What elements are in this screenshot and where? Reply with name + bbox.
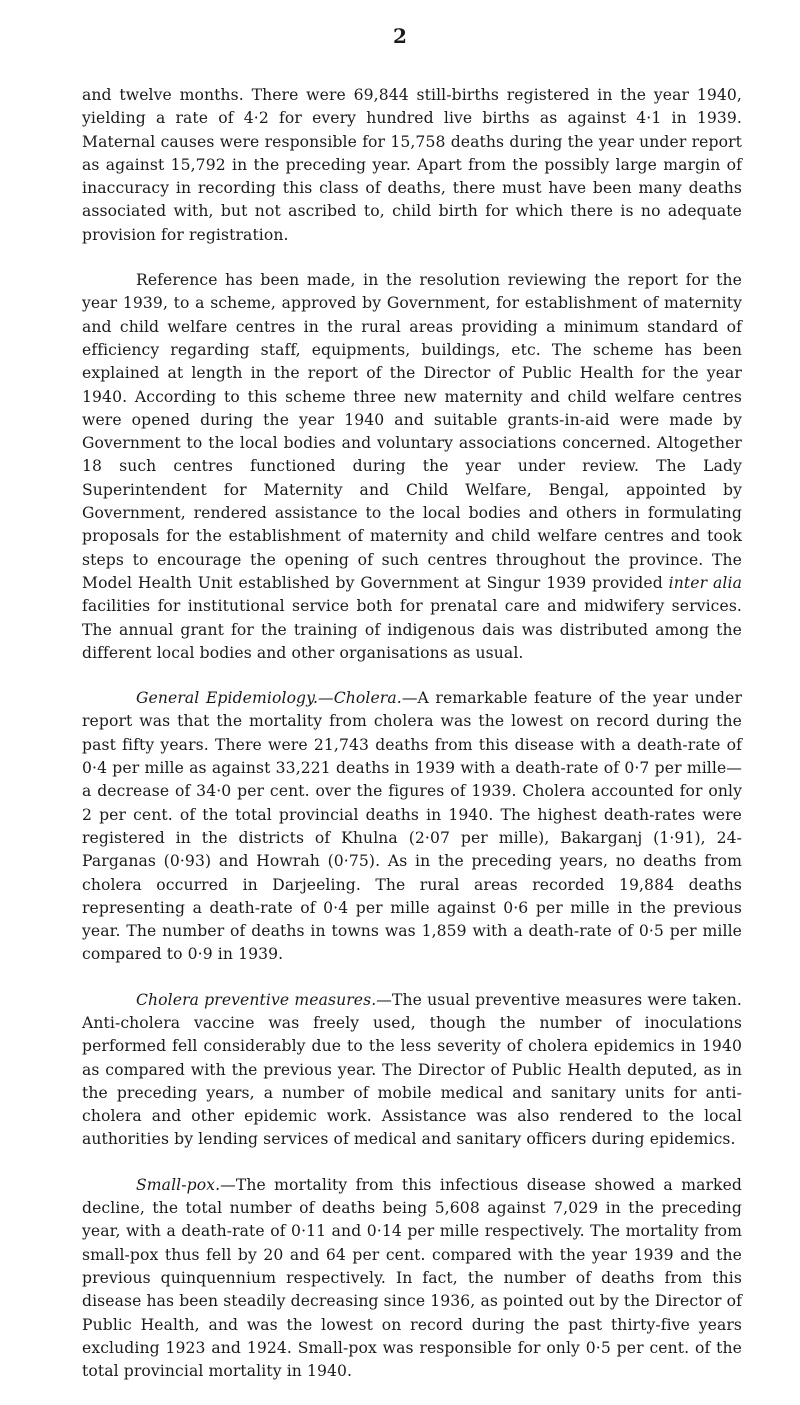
section-heading-cholera: General Epidemiology.—Cholera.: [136, 689, 402, 708]
paragraph-text: —The usual preventive measures were taken. Anti-cholera vaccine was freely used, though the number of inoculations performed fell considerably due to the less severity of cholera epidemics in 1940 as compared with the previous year. The Director of Public Health deputed, as in the preceding years, a number of mobile medical and sanitary units for anti-cholera and other epidemic work. Assistance was also rendered to the local authorities by lending services of medical and sanitary officers during epidemics.: [82, 990, 742, 1149]
page-number: 2: [393, 24, 407, 48]
paragraph-text: —A remarkable feature of the year under report was that the mortality from cholera was the lowest on record during the past fifty years. There were 21,743 deaths from this disease with a death-rate of 0·4 per mille as against 33,221 deaths in 1939 with a death-rate of 0·7 per mille—a decrease of 34·0 per cent. over the figures of 1939. Cholera accounted for only 2 per cent. of the total provincial deaths in 1940. The highest death-rates were registered in the districts of Khulna (2·07 per mille), Bakarganj (1·91), 24-Parganas (0·93) and Howrah (0·75). As in the preceding years, no deaths from cholera occurred in Darjeeling. The rural areas recorded 19,884 deaths representing a death-rate of 0·4 per mille against 0·6 per mille in the previous year. The number of deaths in towns was 1,859 with a death-rate of 0·5 per mille compared to 0·9 in 1939.: [82, 689, 742, 964]
paragraph-text: and twelve months. There were 69,844 still-births registered in the year 1940, yielding a rate of 4·2 for every hundred live births as against 4·1 in 1939. Maternal causes were responsible for 15,758 deaths during the year under report as against 15,792 in the preceding year. Apart from the possibly large margin of inaccuracy in recording this class of deaths, there must have been many deaths associated with, but not ascribed to, child birth for which there is no adequate provision for registration.: [82, 86, 742, 244]
paragraph-text: —The mortality from this infectious disease showed a marked decline, the total number of deaths being 5,608 against 7,029 in the preceding year, with a death-rate of 0·11 and 0·14 per mille respectively. The mortality from small-pox thus fell by 20 and 64 per cent. compared with the year 1939 and the previous quinquennium respectively. In fact, the number of deaths from this disease has been steadily decreasing since 1936, as pointed out by the Director of Public Health, and was the lowest on record during the past thirty-five years excluding 1923 and 1924. Small-pox was responsible for only 0·5 per cent. of the total provincial mortality in 1940.: [82, 1175, 742, 1381]
paragraph-cholera-preventive: [82, 989, 742, 1152]
section-heading-small-pox: Small-pox.: [136, 1175, 221, 1194]
paragraph-cholera: [82, 687, 742, 967]
latin-phrase: inter alia: [668, 573, 742, 592]
paragraph-text-part1: Reference has been made, in the resolution reviewing the report for the year 1939, to a scheme, approved by Government, for establishment of maternity and child welfare centres in the rural areas providing a minimum standard of efficiency regarding staff, equipments, buildings, etc. The scheme has been explained at length in the report of the Director of Public Health for the year 1940. According to this scheme three new maternity and child welfare centres were opened during the year 1940 and suitable grants-in-aid were made by Government to the local bodies and voluntary associations concerned. Altogether 18 such centres functioned during the year under review. The Lady Superintendent for Maternity and Child Welfare, Bengal, appointed by Government, rendered assistance to the local bodies and others in formulating proposals for the establishment of maternity and child welfare centres and took steps to encourage the opening of such centres throughout the province. The Model Health Unit established by Government at Singur 1939 provided: [82, 271, 742, 592]
section-heading-cholera-preventive: Cholera preventive measures.: [136, 990, 377, 1009]
paragraph-text-part2: facilities for institutional service both for prenatal care and midwifery services. The annual grant for the training of indigenous dais was distributed among the different local bodies and other organisations as usual.: [82, 597, 742, 662]
paragraph-maternity-welfare: [82, 269, 742, 665]
paragraph-still-births: [82, 84, 742, 247]
body-text: [82, 84, 742, 1405]
paragraph-small-pox: [82, 1174, 742, 1384]
